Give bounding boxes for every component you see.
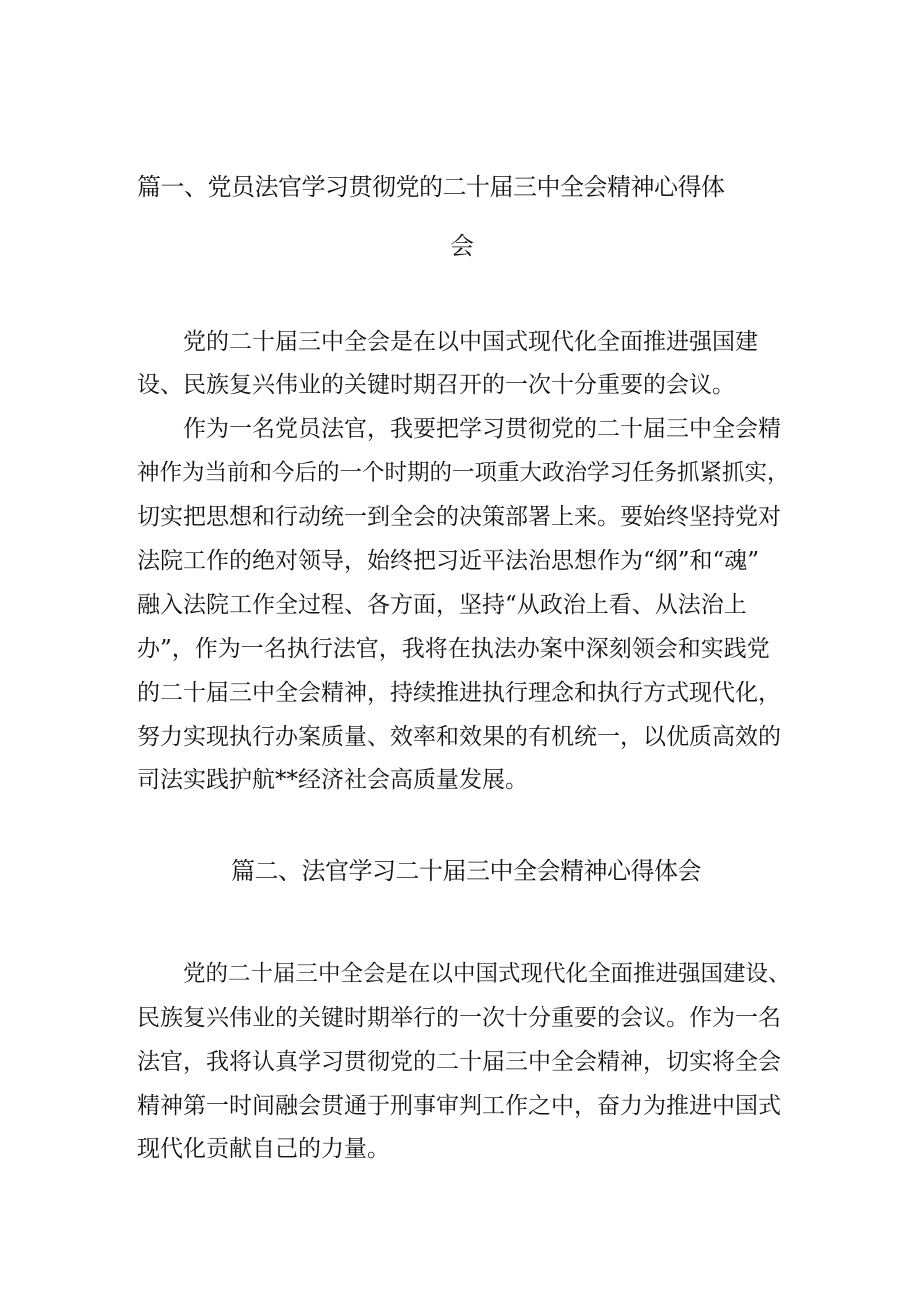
article-1-line: 办”，作为一名执行法官，我将在执法办案中深刻领会和实践党 — [137, 636, 770, 662]
article-1-title-line-1: 篇一、党员法官学习贯彻党的二十届三中全会精神心得体 — [137, 173, 725, 201]
article-1-line: 融入法院工作全过程、各方面，坚持“从政治上看、从法治上 — [137, 592, 747, 618]
article-1-title-line-2: 会 — [450, 232, 474, 260]
article-1-line: 党的二十届三中全会是在以中国式现代化全面推进强国建 — [183, 329, 758, 355]
article-2-line: 党的二十届三中全会是在以中国式现代化全面推进强国建设、 — [183, 961, 791, 987]
article-1-line: 设、民族复兴伟业的关键时期召开的一次十分重要的会议。 — [137, 372, 735, 398]
article-1-line: 的二十届三中全会精神，持续推进执行理念和执行方式现代化， — [137, 680, 781, 706]
article-1-line: 神作为当前和今后的一个时期的一项重大政治学习任务抓紧抓实， — [137, 460, 790, 486]
article-2-title: 篇二、法官学习二十届三中全会精神心得体会 — [231, 857, 701, 885]
article-1-line: 司法实践护航**经济社会高质量发展。 — [137, 767, 528, 793]
article-1-line: 法院工作的绝对领导，始终把习近平法治思想作为“纲”和“魂” — [137, 548, 760, 574]
article-2-line: 精神第一时间融会贯通于刑事审判工作之中，奋力为推进中国式 — [137, 1093, 781, 1119]
article-2-line: 法官，我将认真学习贯彻党的二十届三中全会精神，切实将全会 — [137, 1049, 781, 1075]
article-2-line: 现代化贡献自己的力量。 — [137, 1136, 390, 1162]
article-1-line: 切实把思想和行动统一到全会的决策部署上来。要始终坚持党对 — [137, 504, 781, 530]
article-2-line: 民族复兴伟业的关键时期举行的一次十分重要的会议。作为一名 — [137, 1005, 781, 1031]
article-1-line: 作为一名党员法官，我要把学习贯彻党的二十届三中全会精 — [183, 416, 781, 442]
article-1-line: 努力实现执行办案质量、效率和效果的有机统一，以优质高效的 — [137, 724, 781, 750]
